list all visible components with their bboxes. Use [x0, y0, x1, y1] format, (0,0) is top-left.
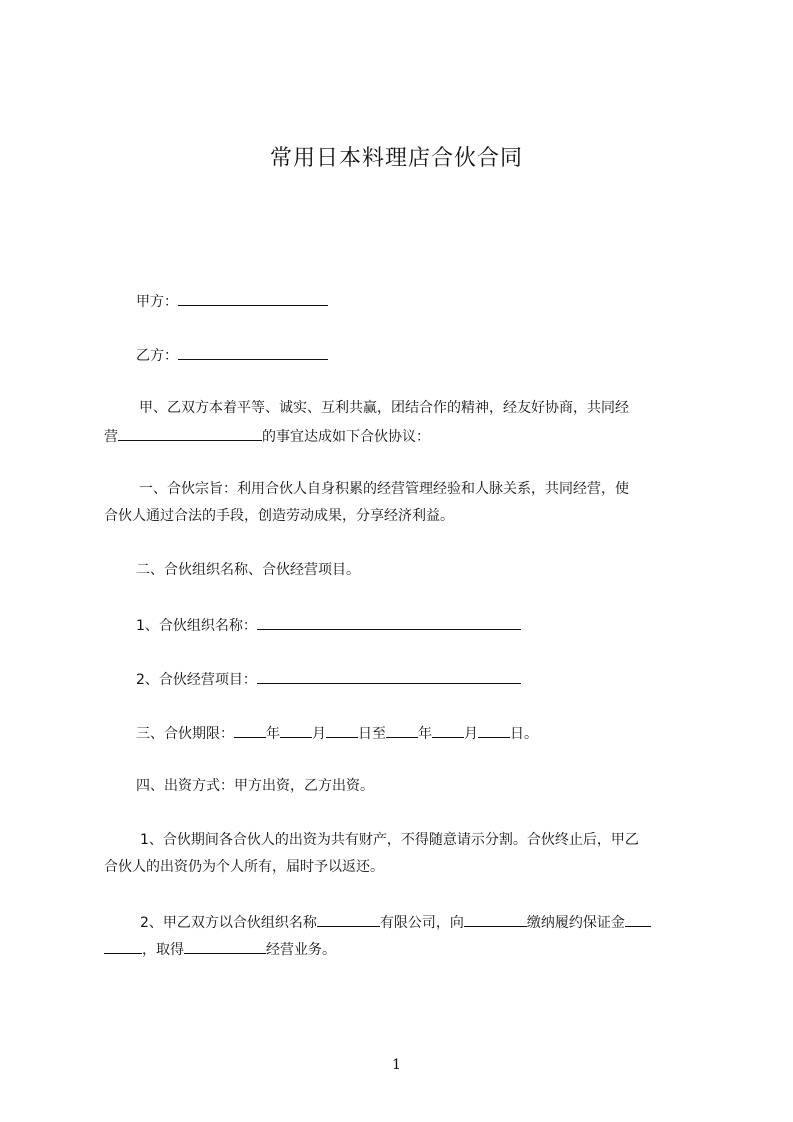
intro-line-1: 甲、乙双方本着平等、诚实、互利共赢，团结合作的精神，经友好协商，共同经 — [139, 400, 629, 416]
party-b-blank[interactable] — [178, 347, 328, 360]
end-day-blank[interactable] — [478, 725, 510, 738]
start-month-blank[interactable] — [280, 725, 312, 738]
month-label: 月 — [312, 726, 326, 742]
start-year-blank[interactable] — [234, 725, 266, 738]
payee-blank[interactable] — [464, 914, 527, 927]
clause2-heading: 二、合伙组织名称、合伙经营项目。 — [136, 562, 360, 578]
party-b-label: 乙方： — [136, 348, 178, 364]
clause2-item2 — [104, 671, 741, 687]
intro-line-2 — [104, 428, 709, 444]
org-name-label: 1、合伙组织名称： — [136, 618, 257, 634]
business-scope-blank[interactable] — [118, 428, 262, 441]
party-a-line — [104, 293, 741, 309]
end-year-blank[interactable] — [386, 725, 418, 738]
clause4-heading: 四、出资方式：甲方出资，乙方出资。 — [136, 778, 374, 794]
org-name-blank[interactable] — [257, 617, 521, 630]
clause4-item2-line2-part2: 经营业务。 — [266, 942, 336, 958]
clause1-line-2: 合伙人通过合法的手段，创造劳动成果，分享经济利益。 — [104, 508, 454, 524]
clause4-item2-part3: 缴纳履约保证金 — [526, 915, 625, 931]
day-to-label: 日至 — [358, 726, 386, 742]
start-day-blank[interactable] — [326, 725, 358, 738]
document-title: 常用日本料理店合伙合同 — [269, 146, 523, 171]
year-label: 年 — [418, 726, 432, 742]
end-month-blank[interactable] — [432, 725, 464, 738]
business-item-blank[interactable] — [257, 671, 521, 684]
clause4-item2-line2-part1: ，取得 — [142, 942, 184, 958]
clause3-term — [104, 725, 741, 741]
month-label: 月 — [464, 726, 478, 742]
intro-suffix: 的事宜达成如下合伙协议： — [262, 429, 430, 445]
party-a-label: 甲方： — [136, 294, 178, 310]
party-b-line — [104, 347, 741, 363]
business-obtained-blank[interactable] — [184, 941, 266, 954]
deposit-blank-part1[interactable] — [625, 914, 651, 927]
clause4-item1-line-1: 1、合伙期间各合伙人的出资为共有财产，不得随意请示分割。合伙终止后，甲乙 — [140, 832, 639, 848]
clause4-item1-line-2: 合伙人的出资仍为个人所有，届时予以返还。 — [104, 859, 384, 875]
day-end-label: 日。 — [510, 726, 538, 742]
clause4-item2-part1: 2、甲乙双方以合伙组织名称 — [140, 915, 317, 931]
party-a-blank[interactable] — [178, 293, 328, 306]
org-name-company-blank[interactable] — [317, 914, 380, 927]
clause2-item1 — [104, 617, 741, 633]
intro-prefix: 营 — [104, 429, 118, 445]
clause1-line-1: 一、合伙宗旨：利用合伙人自身积累的经营管理经验和人脉关系，共同经营，使 — [139, 481, 629, 497]
clause4-item2-line-2 — [104, 941, 709, 957]
business-item-label: 2、合伙经营项目： — [136, 672, 257, 688]
deposit-blank-part2[interactable] — [104, 941, 142, 954]
page-number: 1 — [392, 1057, 401, 1073]
term-label: 三、合伙期限： — [136, 726, 234, 742]
clause4-item2-part2: 有限公司，向 — [379, 915, 464, 931]
clause4-item2-line-1 — [104, 914, 745, 930]
year-label: 年 — [266, 726, 280, 742]
